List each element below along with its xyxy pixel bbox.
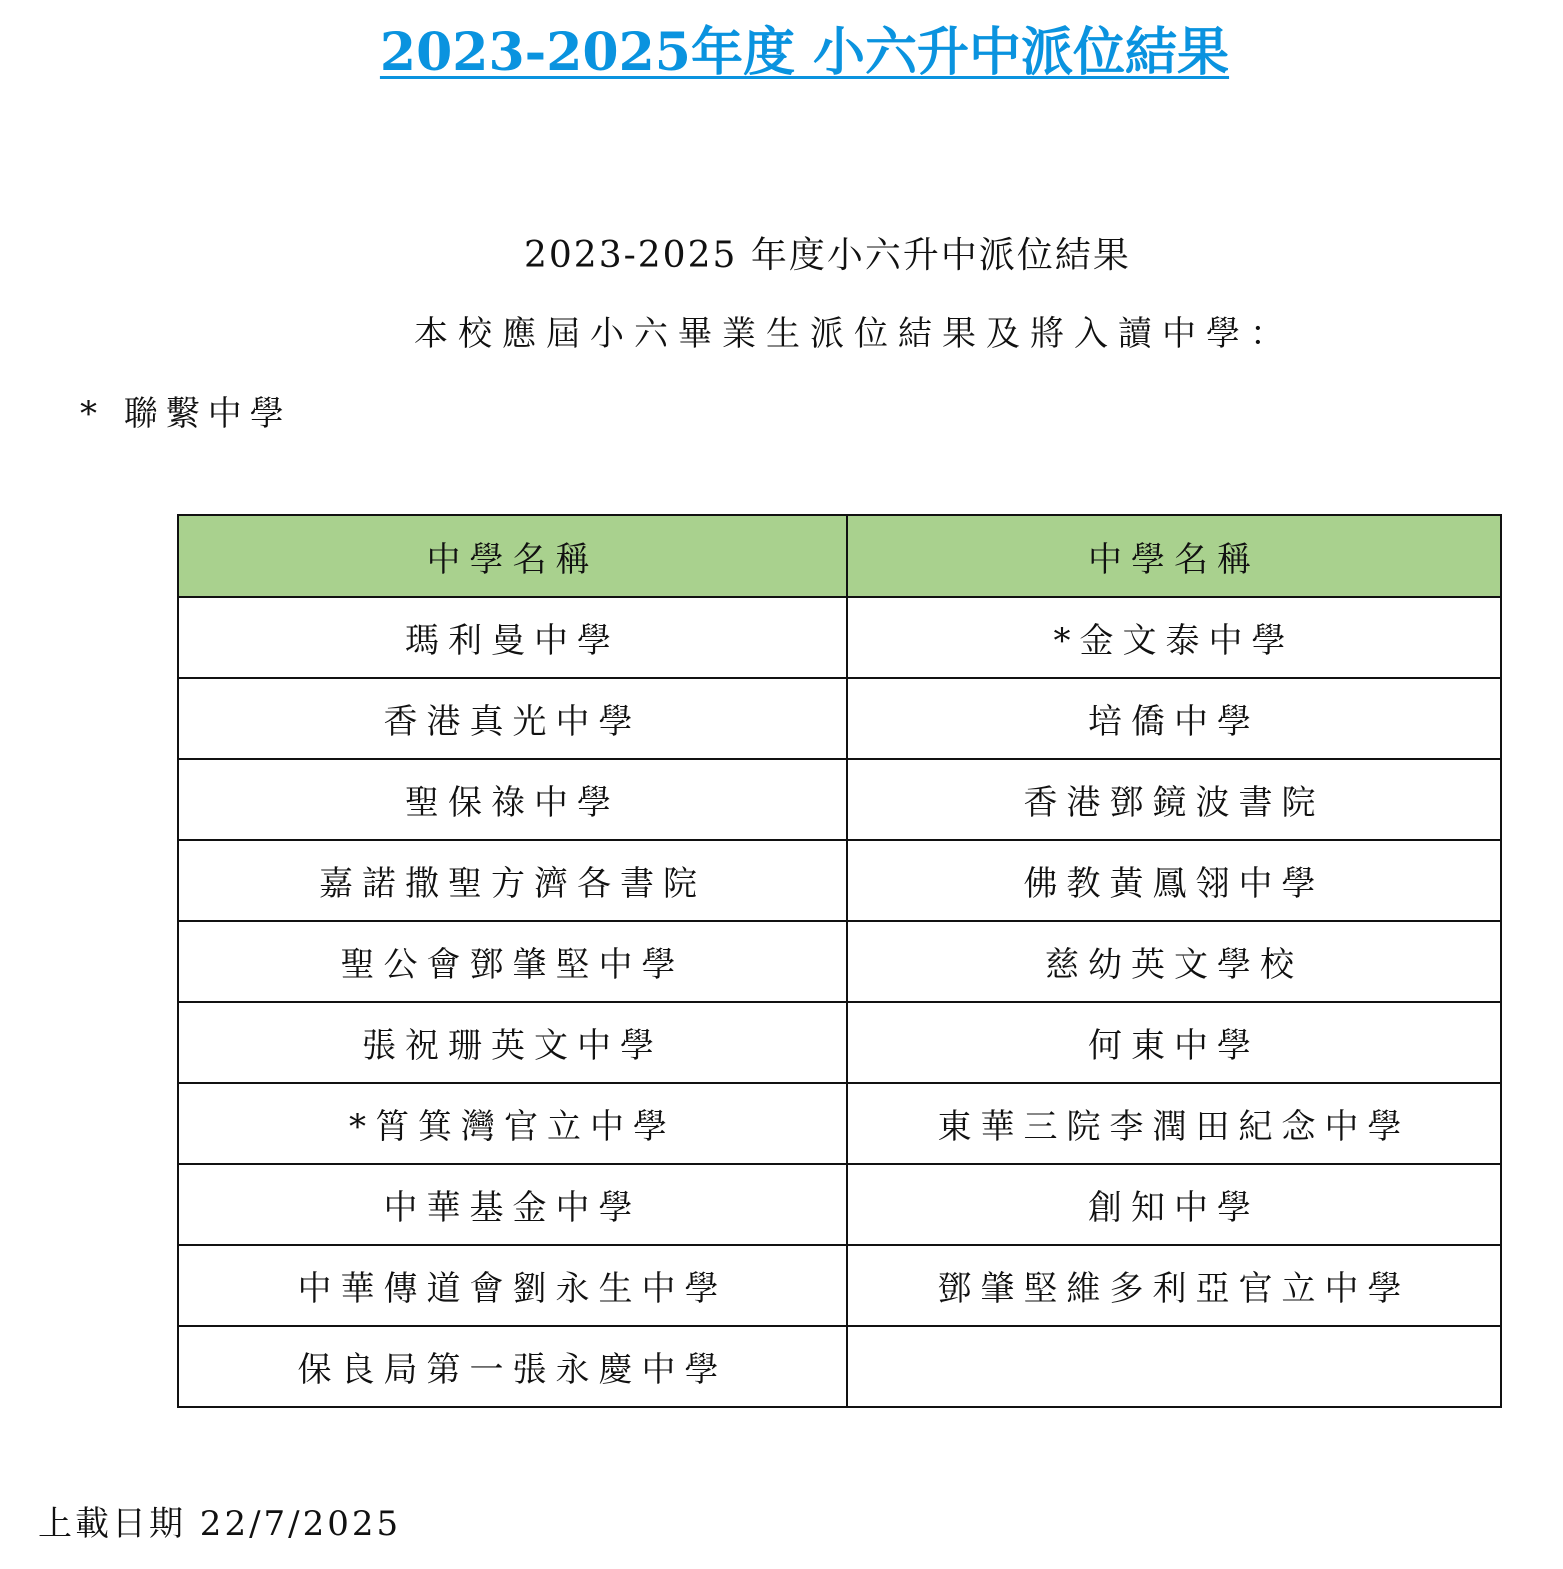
school-cell: 香港鄧鏡波書院	[847, 759, 1501, 840]
school-cell: 東華三院李潤田紀念中學	[847, 1083, 1501, 1164]
table-row	[178, 1164, 1501, 1245]
school-cell: 中華傳道會劉永生中學	[178, 1245, 847, 1326]
table-row	[178, 921, 1501, 1002]
school-cell: *金文泰中學	[847, 597, 1501, 678]
table-row	[178, 759, 1501, 840]
school-cell: 創知中學	[847, 1164, 1501, 1245]
column-header-left: 中學名稱	[178, 515, 847, 597]
table-row	[178, 678, 1501, 759]
table-row	[178, 1083, 1501, 1164]
school-cell-empty	[847, 1326, 1501, 1407]
column-header-right: 中學名稱	[847, 515, 1501, 597]
table-row	[178, 597, 1501, 678]
school-cell: 嘉諾撒聖方濟各書院	[178, 840, 847, 921]
school-cell: 張祝珊英文中學	[178, 1002, 847, 1083]
upload-date: 上載日期 22/7/2025	[38, 1504, 402, 1544]
school-cell: *筲箕灣官立中學	[178, 1083, 847, 1164]
notice-subtitle: 2023-2025 年度小六升中派位結果	[524, 235, 1131, 276]
feeder-school-legend: * 聯繫中學	[80, 394, 292, 434]
table-row	[178, 1245, 1501, 1326]
school-cell: 保良局第一張永慶中學	[178, 1326, 847, 1407]
table-header-row	[178, 515, 1501, 597]
school-cell: 聖保祿中學	[178, 759, 847, 840]
table-row	[178, 1326, 1501, 1407]
page-title-text: 2023-2025年度 小六升中派位結果	[379, 22, 1230, 83]
school-allocation-table	[177, 514, 1502, 1408]
school-cell: 聖公會鄧肇堅中學	[178, 921, 847, 1002]
school-cell: 何東中學	[847, 1002, 1501, 1083]
school-cell: 培僑中學	[847, 678, 1501, 759]
school-cell: 中華基金中學	[178, 1164, 847, 1245]
page-title	[0, 18, 1563, 88]
school-cell: 瑪利曼中學	[178, 597, 847, 678]
school-cell: 慈幼英文學校	[847, 921, 1501, 1002]
table-row	[178, 1002, 1501, 1083]
notice-intro: 本校應屆小六畢業生派位結果及將入讀中學：	[414, 314, 1294, 354]
table-row	[178, 840, 1501, 921]
school-cell: 香港真光中學	[178, 678, 847, 759]
school-cell: 鄧肇堅維多利亞官立中學	[847, 1245, 1501, 1326]
school-cell: 佛教黃鳳翎中學	[847, 840, 1501, 921]
